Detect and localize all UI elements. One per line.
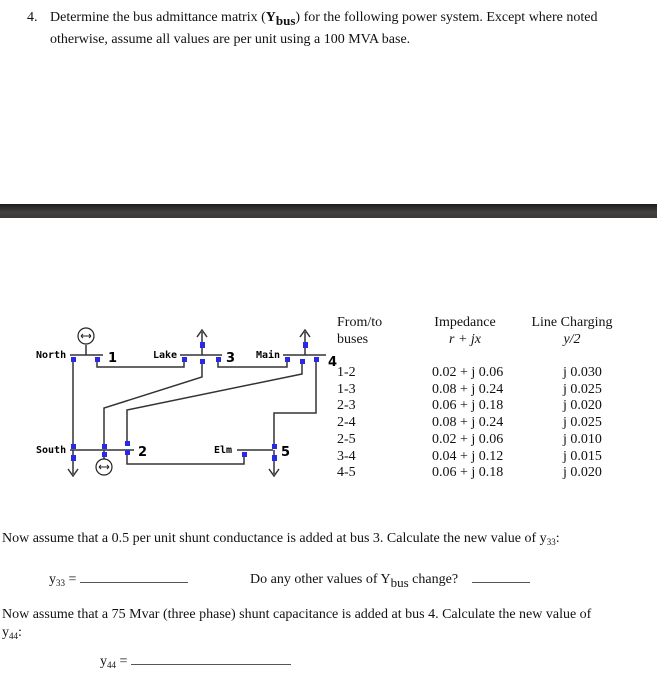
part-c-prompt-line2 <box>2 623 22 646</box>
table-cell: 0.06 + j 0.18 <box>432 398 504 414</box>
y44-answer-blank[interactable] <box>131 650 291 665</box>
table-cell: j 0.025 <box>563 415 602 431</box>
header-r-jx: r + jx <box>449 331 481 347</box>
table-cell: 4-5 <box>337 465 356 481</box>
subscript: bus <box>390 575 409 590</box>
table-cell: 0.02 + j 0.06 <box>432 431 504 447</box>
ybus-subscript: bus <box>275 13 296 28</box>
column-impedance <box>432 365 503 482</box>
table-cell: j 0.030 <box>563 365 602 380</box>
table-cell: 0.08 + j 0.24 <box>432 415 504 431</box>
bus-name-north: North <box>36 350 67 361</box>
header-y-half: y/2 <box>563 331 581 347</box>
table-cell: j 0.025 <box>563 381 602 397</box>
bus-number-3: 3 <box>226 351 236 366</box>
table-cell: 2-5 <box>337 431 356 447</box>
part-c-prompt: Now assume that a 75 Mvar (three phase) shunt capacitance is added at bus 4. Calculate the new value of <box>2 607 592 622</box>
question-number: 4. <box>27 10 38 25</box>
equals: = <box>116 654 128 669</box>
table-cell: 0.02 + j 0.06 <box>432 365 504 380</box>
bus-number-5: 5 <box>281 445 291 460</box>
ybus-change-answer-blank[interactable] <box>472 568 530 583</box>
subscript: 44 <box>107 660 116 670</box>
table-cell: 3-4 <box>337 448 356 464</box>
table-cell: 1-2 <box>337 365 356 380</box>
y44-label: y <box>100 654 107 669</box>
ybus-symbol: Y <box>265 10 276 25</box>
table-cell: 0.04 + j 0.12 <box>432 448 504 464</box>
subscript: 33 <box>546 537 556 547</box>
table-cell: 1-3 <box>337 381 356 397</box>
prompt-text: Now assume that a 0.5 per unit shunt conductance is added at bus 3. Calculate the new value of y <box>2 531 547 546</box>
header-buses: buses <box>337 331 369 347</box>
question-line-1 <box>50 8 598 31</box>
table-cell: 2-3 <box>337 398 356 414</box>
table-cell: 0.08 + j 0.24 <box>432 381 504 397</box>
column-buses <box>337 365 356 482</box>
column-charging <box>563 365 602 482</box>
bus-number-4: 4 <box>328 355 338 370</box>
y33-answer-blank[interactable] <box>80 568 188 583</box>
colon: : <box>18 625 22 640</box>
bus-number-2: 2 <box>138 445 148 460</box>
bus-name-main: Main <box>256 350 281 361</box>
question-line-2: otherwise, assume all values are per unit using a 100 MVA base. <box>50 32 411 47</box>
y33-answer-row <box>49 568 188 593</box>
y44-answer-row <box>100 650 291 675</box>
question-text: ) for the following power system. Except where noted <box>295 10 598 25</box>
ybus-change-question <box>250 568 530 593</box>
question-text: Determine the bus admittance matrix ( <box>50 10 266 25</box>
question-text: change? <box>408 572 459 587</box>
table-cell: j 0.015 <box>563 448 602 464</box>
equals: = <box>65 572 77 587</box>
y33-label: y <box>49 572 56 587</box>
header-from-to: From/to <box>337 315 383 330</box>
colon: : <box>555 531 560 546</box>
header-line-charging: Line Charging <box>531 315 613 330</box>
y44-label: y <box>2 625 9 640</box>
table-cell: 0.06 + j 0.18 <box>432 465 504 481</box>
table-cell: j 0.020 <box>563 465 602 481</box>
subscript: 44 <box>9 631 18 641</box>
bus-name-lake: Lake <box>153 350 178 361</box>
part-b-prompt <box>2 529 560 552</box>
bus-name-south: South <box>36 445 67 456</box>
table-cell: j 0.020 <box>563 398 602 414</box>
section-divider <box>0 204 657 218</box>
bus-name-elm: Elm <box>214 445 233 456</box>
subscript: 33 <box>56 578 65 588</box>
header-impedance: Impedance <box>434 315 496 330</box>
power-system-diagram <box>0 300 340 500</box>
question-text: Do any other values of Y <box>250 572 391 587</box>
table-cell: 2-4 <box>337 415 356 431</box>
table-cell: j 0.010 <box>563 431 602 447</box>
bus-number-1: 1 <box>108 351 118 366</box>
